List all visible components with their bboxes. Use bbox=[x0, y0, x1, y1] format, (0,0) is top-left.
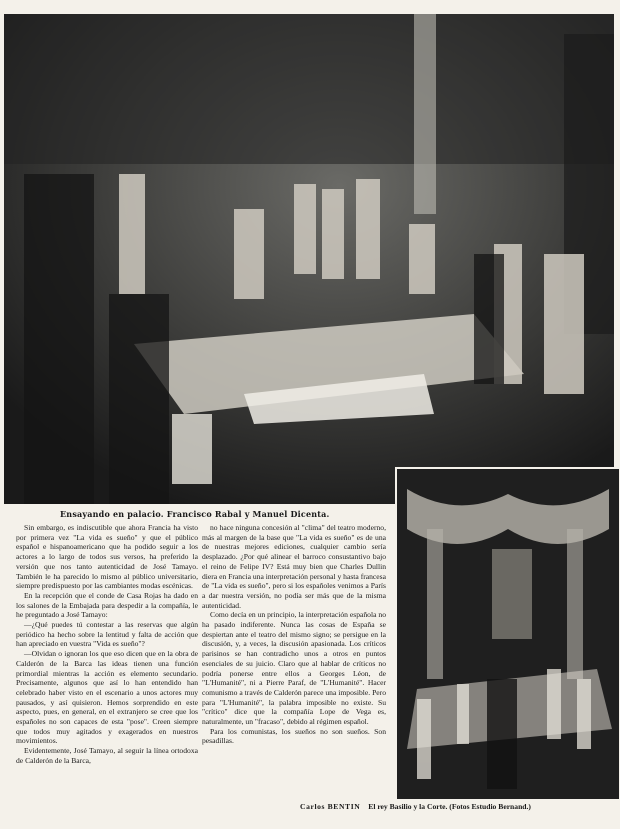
article-column-left bbox=[16, 523, 198, 821]
article-paragraph: Evidentemente, José Tamayo, al seguir la línea ortodoxa de Calderón de la Barca, bbox=[16, 746, 198, 765]
article-paragraph: Sin embargo, es indiscutible que ahora Francia ha visto por primera vez "La vida es sueño" y que el público español e hispanoamericano que ha podido seguir a los actores a lo largo de todos sus versos, ha preferido la versión que nos tanto autenticidad de José Tamayo. También le ha parecido lo mismo al público universitario, siempre predispuesto por las cambiantes modas escénicas. bbox=[16, 523, 198, 591]
article-paragraph: Como decía en un principio, la interpretación española no ha pasado indiferente. Nunca las cosas de España se despiertan ante el teatro del mismo signo; se persigue en la discusión, y, a veces, la discusión apasionada. Los críticos parisinos se han contradicho unos a otros en puntos esenciales de su juicio. Claro que al hablar de críticos no podría ponerse entre ellos a Georges Léon, de "L'Humanité", ni a Pierre Paraf, de "L'Humanité". Hacer comunismo a través de Calderón parece una imposible. Pero para "L'Humanité", la palabra imposible no existe. Su "crítico" dice que la compañía Lope de Vega es, naturalmente, un "fracaso", debido al régimen español. bbox=[202, 610, 386, 727]
photo-rehearsal bbox=[4, 14, 614, 504]
photo-rehearsal-image bbox=[4, 14, 614, 504]
byline: Carlos BENTIN bbox=[300, 802, 361, 811]
photo-court-image bbox=[397, 469, 619, 799]
article-column-right bbox=[202, 523, 386, 808]
article-paragraph: Para los comunistas, los sueños no son sueños. Son pesadillas. bbox=[202, 726, 386, 746]
photo-caption-secondary: El rey Basilio y la Corte. (Fotos Estudio Bernand.) bbox=[368, 802, 531, 811]
photo-caption-main: Ensayando en palacio. Francisco Rabal y Manuel Dicenta. bbox=[60, 509, 330, 519]
footer-line bbox=[300, 802, 531, 811]
article-paragraph: —Olvidan o ignoran los que eso dicen que en la obra de Calderón de la Barca las ideas tienen una función primordial mientras la acción es elemento secundario. Precisamente, algunos que así lo han entendido han celebrado haber visto en el escenario a unos actores muy pausados, y así quisieron. Hemos sorprendido en este aspecto, pues, en general, en el extranjero se cree que los españoles no son capaces de esta "pose". Creen siempre que todos muy agitados y exagerados en nuestros movimientos. bbox=[16, 649, 198, 746]
photo-court bbox=[395, 467, 620, 801]
article-paragraph: En la recepción que el conde de Casa Rojas ha dado en los salones de la Embajada para despedir a la compañía, le he preguntado a José Tamayo: bbox=[16, 590, 198, 620]
article-paragraph: —¿Qué puedes tú contestar a las reservas que algún periódico ha hecho sobre la lentitud y falta de acción que han apreciado en vuestra "Vida es sueño"? bbox=[16, 620, 198, 649]
article-paragraph: no hace ninguna concesión al "clima" del teatro moderno, más al margen de la base que "La vida es sueño" es de una de nuestras mejores ediciones, cualquier cambio sería desplazado. ¿Por qué alinear el barroco consustantivo bajo el reino de Felipe IV? Está muy bien que Charles Dullin diera en Francia una interpretación personal y hasta francesa de "La vida es sueño", pero si los españoles venimos a París a dar nuestra versión, no podía ser más que de la misma autenticidad. bbox=[202, 523, 386, 610]
